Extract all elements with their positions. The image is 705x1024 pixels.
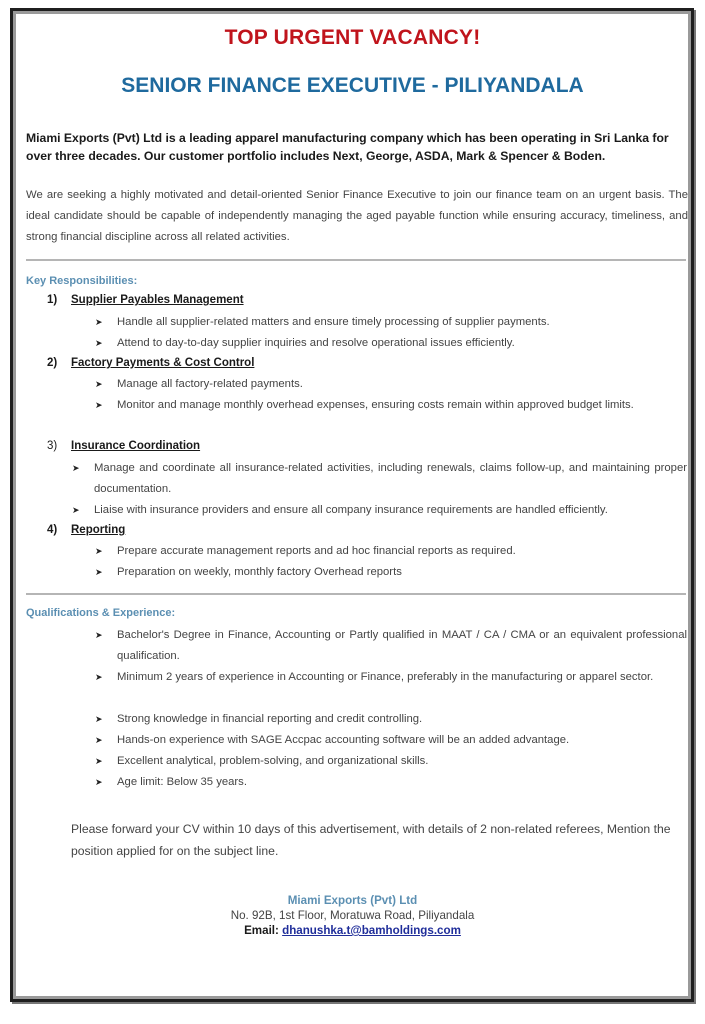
- divider: [26, 593, 686, 595]
- group-number: 3): [47, 440, 58, 452]
- list-item: ➤ Prepare accurate management reports and ad hoc financial reports as required.: [117, 541, 687, 562]
- group-number: 4): [47, 524, 58, 536]
- group-number: 1): [47, 294, 58, 306]
- responsibility-group-4: [47, 524, 125, 536]
- list-item: ➤ Minimum 2 years of experience in Accounting or Finance, preferably in the manufacturing or apparel sector.: [117, 667, 687, 688]
- arrow-bullet-icon: ➤: [95, 777, 103, 787]
- group-title: Reporting: [71, 524, 126, 536]
- arrow-bullet-icon: ➤: [72, 463, 80, 473]
- arrow-bullet-icon: ➤: [95, 672, 103, 682]
- list-item: ➤ Attend to day-to-day supplier inquiries and resolve operational issues efficiently.: [117, 333, 687, 354]
- contact-block: [0, 893, 705, 938]
- arrow-bullet-icon: ➤: [95, 630, 103, 640]
- divider: [26, 259, 686, 261]
- list-item: ➤ Excellent analytical, problem-solving, and organizational skills.: [117, 751, 687, 772]
- list-item: ➤ Manage and coordinate all insurance-related activities, including renewals, claims follow-up, and maintaining proper documentation.: [94, 458, 687, 500]
- group-title: Supplier Payables Management: [71, 294, 244, 306]
- list-item: ➤ Manage all factory-related payments.: [117, 374, 687, 395]
- arrow-bullet-icon: ➤: [72, 505, 80, 515]
- responsibility-group-2: [47, 357, 254, 369]
- list-item: ➤ Preparation on weekly, monthly factory Overhead reports: [117, 562, 687, 583]
- company-address: No. 92B, 1st Floor, Moratuwa Road, Piliyandala: [230, 909, 475, 922]
- email-label: Email:: [244, 924, 279, 937]
- position-title: SENIOR FINANCE EXECUTIVE - PILIYANDALA: [121, 74, 584, 97]
- responsibilities-heading: Key Responsibilities:: [26, 275, 138, 287]
- email-link[interactable]: dhanushka.t@bamholdings.com: [282, 924, 461, 937]
- urgent-title: TOP URGENT VACANCY!: [224, 26, 481, 49]
- arrow-bullet-icon: ➤: [95, 546, 103, 556]
- list-item: ➤ Strong knowledge in financial reporting and credit controlling.: [117, 709, 687, 730]
- group-title: Insurance Coordination: [71, 440, 201, 452]
- list-item: ➤ Hands-on experience with SAGE Accpac accounting software will be an added advantage.: [117, 730, 687, 751]
- list-item: ➤ Handle all supplier-related matters and ensure timely processing of supplier payments.: [117, 312, 687, 333]
- arrow-bullet-icon: ➤: [95, 379, 103, 389]
- arrow-bullet-icon: ➤: [95, 735, 103, 745]
- company-intro: Miami Exports (Pvt) Ltd is a leading apparel manufacturing company which has been operating in Sri Lanka for over three decades. Our customer portfolio includes Next, George, ASDA, Mark & Spencer & Boden.: [26, 131, 669, 163]
- group-title: Factory Payments & Cost Control: [71, 357, 255, 369]
- company-name: Miami Exports (Pvt) Ltd: [287, 894, 418, 907]
- group-number: 2): [47, 357, 58, 369]
- arrow-bullet-icon: ➤: [95, 756, 103, 766]
- list-item: ➤ Liaise with insurance providers and ensure all company insurance requirements are handled efficiently.: [94, 500, 687, 521]
- arrow-bullet-icon: ➤: [95, 400, 103, 410]
- arrow-bullet-icon: ➤: [95, 714, 103, 724]
- list-item: ➤ Monitor and manage monthly overhead expenses, ensuring costs remain within approved budget limits.: [117, 395, 687, 416]
- list-item: ➤ Age limit: Below 35 years.: [117, 772, 687, 793]
- application-instructions: Please forward your CV within 10 days of this advertisement, with details of 2 non-related referees, Mention the position applied for on the subject line.: [71, 822, 671, 858]
- arrow-bullet-icon: ➤: [95, 317, 103, 327]
- list-item: ➤ Bachelor's Degree in Finance, Accounting or Partly qualified in MAAT / CA / CMA or an equivalent professional qualification.: [117, 625, 687, 667]
- qualifications-heading: Qualifications & Experience:: [26, 607, 176, 619]
- arrow-bullet-icon: ➤: [95, 567, 103, 577]
- job-description: We are seeking a highly motivated and detail-oriented Senior Finance Executive to join our finance team on an urgent basis. The ideal candidate should be capable of independently managing the aged payable function while ensuring accuracy, timeliness, and strong financial discipline across all related activities.: [26, 189, 688, 243]
- responsibility-group-1: [47, 294, 244, 306]
- responsibility-group-3: [47, 440, 200, 452]
- arrow-bullet-icon: ➤: [95, 338, 103, 348]
- email-line: [0, 923, 705, 938]
